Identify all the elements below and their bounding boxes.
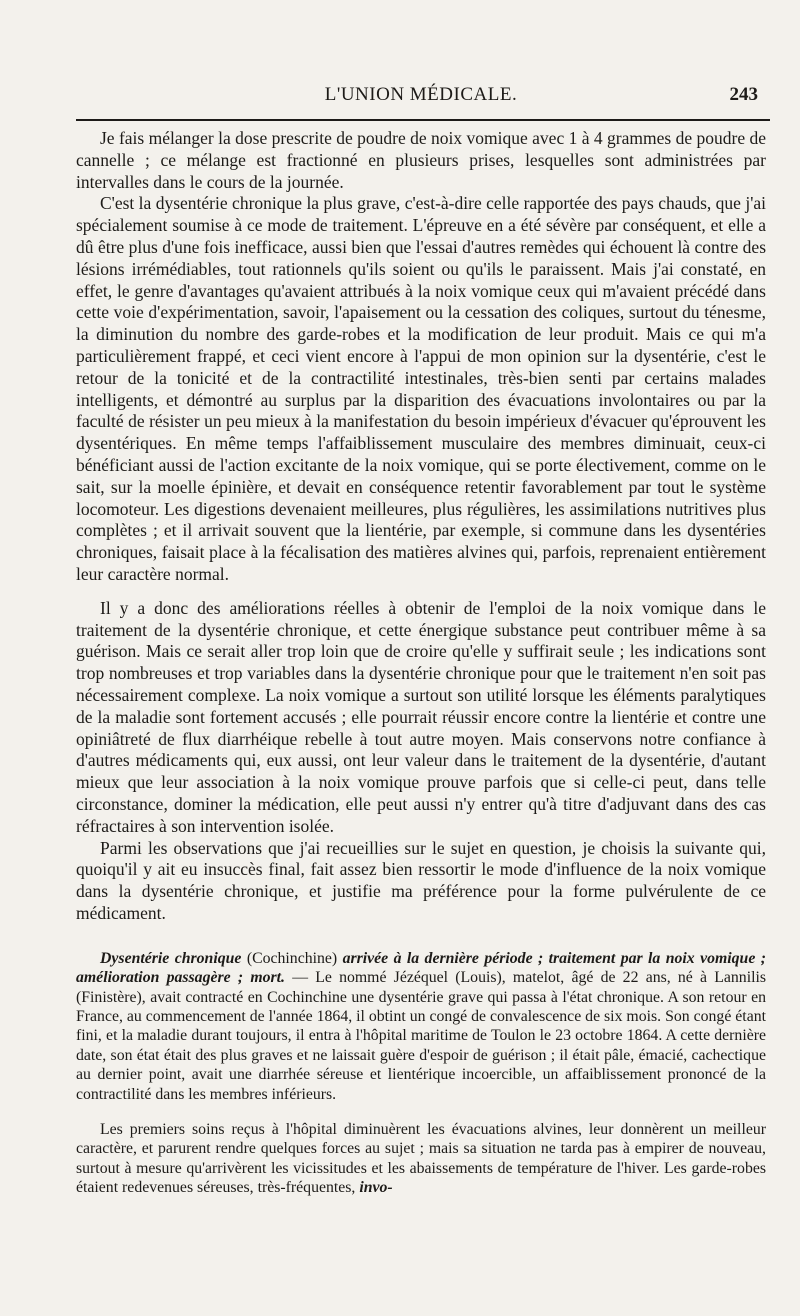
running-title: L'UNION MÉDICALE.: [324, 84, 518, 105]
body-text: [76, 128, 766, 1197]
observation-title-part-1: Dysentérie chronique: [100, 949, 242, 967]
page-header: [76, 84, 766, 114]
observation-second-text: Les premiers soins reçus à l'hôpital diminuèrent les évacuations alvines, leur donnèrent un meilleur caractère, et parurent rendre quelques forces au sujet ; mais sa situation ne tarda pas à empirer de nouveau, surtout à mesure qu'arrivèrent les vicissitudes et les abaissements de température de l'hiver. Les garde-robes étaient redevenues séreuses, très-fréquentes,: [76, 1120, 766, 1196]
observation-title-part-2: arrivée à la dernière période ; traitement par la noix vomique ; amélioration passagère ; mort.: [76, 949, 766, 987]
observation-second-end: invo-: [359, 1178, 393, 1196]
paragraph-1: Je fais mélanger la dose prescrite de poudre de noix vomique avec 1 à 4 grammes de poudre de cannelle ; ce mélange est fractionné en plusieurs prises, lesquelles sont administrées par intervalles dans le cours de la journée.: [76, 128, 766, 192]
paragraph-4: Parmi les observations que j'ai recueillies sur le sujet en question, je choisis la suivante qui, quoiqu'il y ait eu insuccès final, fait assez bien ressortir le mode d'influence de la noix vomique dans la dysentérie chronique, et justifie ma préférence pour la forme pulvérulente de ce médicament.: [76, 837, 766, 923]
observation-paragraph-2: [76, 1120, 766, 1198]
page-number: 243: [729, 84, 758, 105]
header-rule: [76, 119, 770, 121]
observation-location: (Cochinchine): [246, 949, 338, 967]
observation-body: — Le nommé Jézéquel (Louis), matelot, âgé de 22 ans, né à Lannilis (Finistère), avait contracté en Cochinchine une dysentérie grave qui passa à l'état chronique. A son retour en France, au commencement de l'année 1864, il obtint un congé de convalescence de six mois. Son congé étant fini, et la maladie durant toujours, il entra à l'hôpital maritime de Toulon le 23 octobre 1864. A cette dernière date, son état était des plus graves et ne laissait guère d'espoir de guérison ; il était pâle, émacié, cachectique au dernier point, avait une diarrhée séreuse et lientérique incoercible, un affaiblissement prononcé de la contractilité dans les membres inférieurs.: [76, 969, 767, 1103]
observation-paragraph: [76, 949, 766, 1104]
paragraph-2: C'est la dysentérie chronique la plus grave, c'est-à-dire celle rapportée des pays chauds, que j'ai spécialement soumise à ce mode de traitement. L'épreuve en a été sévère par conséquent, et elle a dû être plus d'une fois inefficace, aussi bien que l'essai d'autres remèdes qui échouent là contre des lésions irrémédiables, tout rationnels qu'ils soient ou qu'ils le paraissent. Mais j'ai constaté, en effet, le genre d'avantages qu'avaient attribués à la noix vomique ceux qui m'avaient précédé dans cette voie d'expérimentation, savoir, l'apaisement ou la cessation des coliques, surtout du ténesme, la diminution du nombre des garde-robes et la modification de leur produit. Mais ce qui m'a particulièrement frappé, et ceci vient encore à l'appui de mon opinion sur la dysentérie, c'est le retour de la tonicité et de la contractilité intestinales, très-bien senti par certains malades intelligents, et démontré au surplus par la disparition des évacuations involontaires ou par la faculté de résister un peu mieux à la manifestation du besoin impérieux d'évacuer qu'éprouvent les dysentériques. En même temps l'affaiblissement musculaire des membres diminuait, ceux-ci bénéficiant aussi de l'action excitante de la noix vomique, qui se porte électivement, comme on le sait, sur la moelle épinière, et devait en conséquence retentir favorablement par tout le système locomoteur. Les digestions devenaient meilleures, plus régulières, les assimilations nutritives plus complètes ; et il arrivait souvent que la lientérie, par exemple, si commune dans les dysentéries chroniques, faisait place à la fécalisation des matières alvines qui, parfois, reprenaient entièrement leur caractère normal.: [76, 193, 766, 584]
paragraph-3: Il y a donc des améliorations réelles à obtenir de l'emploi de la noix vomique dans le traitement de la dysentérie chronique, et cette énergique substance peut contribuer même à sa guérison. Mais ce serait aller trop loin que de croire qu'elle y suffirait seule ; les indications sont trop nombreuses et trop variables dans la dysentérie chronique pour que le traitement n'en soit pas nécessairement complexe. La noix vomique a surtout son utilité lorsque les éléments paralytiques de la maladie sont fortement accusés ; elle pourrait réussir encore contre la lientérie et contre une opiniâtreté de flux diarrhéique rebelle à tout autre moyen. Mais conservons notre confiance à d'autres médicaments qui, eux aussi, ont leur valeur dans le traitement de la dysentérie, d'autant mieux que leur association à la noix vomique prouve parfois que si celle-ci peut, dans telle circonstance, dominer la médication, elle peut aussi n'y entrer qu'à titre d'adjuvant dans des cas réfractaires à son intervention isolée.: [76, 597, 766, 836]
